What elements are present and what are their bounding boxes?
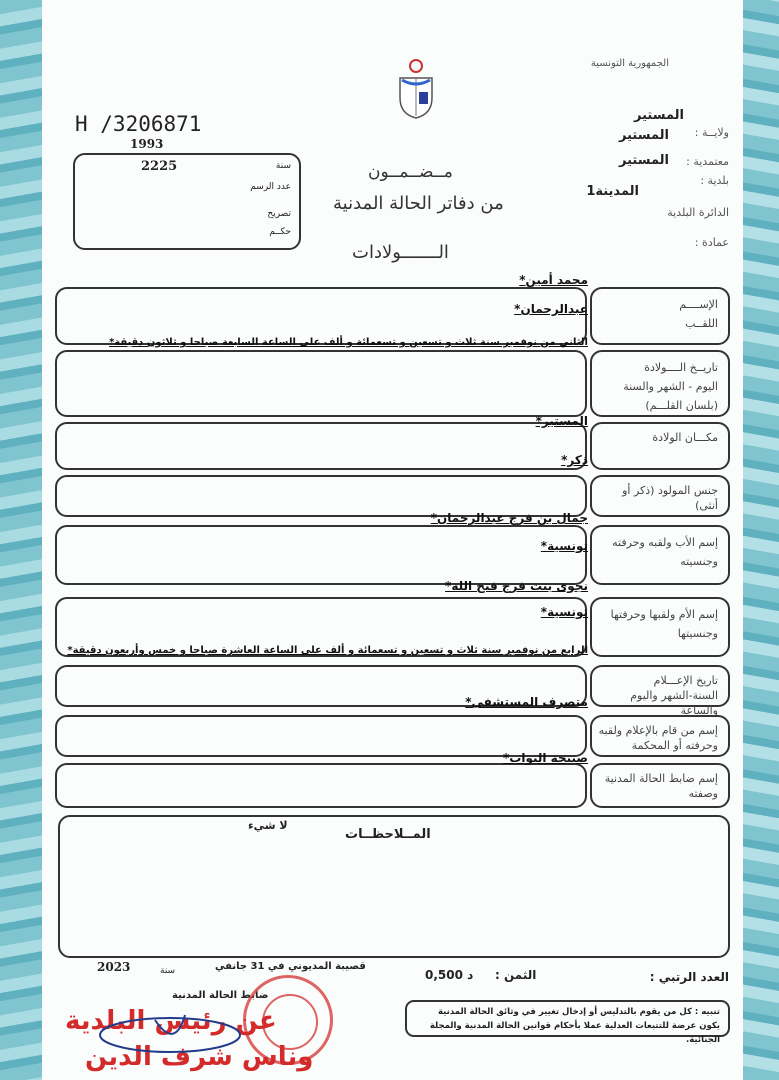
field-label-box (590, 422, 730, 470)
registry-title: من دفاتر الحالة المدنية (333, 193, 504, 214)
year-label: سنة (275, 161, 291, 171)
issue-place-date: قصيبة المديوني في 31 جانفي (215, 961, 366, 972)
signature-line-1: عن رئيس البلدية (65, 1006, 277, 1036)
field-label-box (590, 715, 730, 757)
remarks-label: المــلاحظــات (345, 827, 431, 842)
field-value-box (55, 350, 587, 417)
field-value: عبدالرحمان* (514, 302, 588, 316)
municipality-value: المستير (619, 153, 669, 168)
field-value: الثاني من نوفمبر سنة ثلاث و تسعين و تسعمائة و ألف على الساعة السابعة صباحا و ثلاثون دقيقة* (109, 337, 588, 348)
serial-number-label: العدد الرتبي : (649, 970, 729, 984)
field-label: تاريخ الإعـــلام السنة-الشهر واليوم والساعة (630, 674, 718, 717)
legal-notice: تنبيه : كل من يقوم بالتدليس أو إدخال تغيير في وثائق الحالة المدنية يكون عرضة للتتبعات العدلية عملا بأحكام قوانين الحالة المدنية والمجلة الجنائية. (405, 1000, 730, 1037)
record-year: 1993 (130, 137, 164, 151)
signature-line-2: وناس شرف الدين (85, 1042, 314, 1072)
municipal-district-label: الدائرة البلدية (667, 206, 729, 219)
delegation-value: المستير (619, 128, 669, 143)
field-value-box (55, 763, 587, 808)
delegation-label: معتمدية : (686, 155, 729, 168)
field-label: مكـــان الولادة (652, 431, 718, 444)
field-value: المستير* (535, 414, 588, 428)
field-value-box (55, 422, 587, 470)
coat-of-arms-emblem (396, 58, 436, 120)
field-label: تاريــخ الــــولادة اليوم - الشهر والسنة (بلسان القلـــم) (623, 361, 718, 412)
field-value-box (55, 525, 587, 585)
field-value: متصرف المستشفى* (465, 695, 588, 709)
remarks-value: لا شيء (248, 819, 288, 832)
record-box (73, 153, 301, 250)
field-value: تونسية* (540, 539, 588, 553)
municipality-label: بلدية : (700, 174, 729, 187)
extract-title: مــضــمــون (368, 162, 453, 182)
district-value: المدينة1 (586, 184, 639, 199)
decorative-border-right (743, 0, 779, 1080)
field-value: محمد أمين* (519, 273, 588, 287)
field-label: الإســــم اللقــب (679, 298, 718, 330)
judgment-label: حكــم (269, 227, 291, 237)
issue-year-label: سنة (160, 966, 176, 976)
field-label-box (590, 665, 730, 717)
field-value: صبيحة البواب* (503, 751, 588, 765)
field-label: إسم من قام بالإعلام ولقبه وحرفته أو المحكمة (598, 724, 718, 752)
officer-title: ضابط الحالة المدنية (172, 990, 269, 1001)
births-title: الـــــــولادات (352, 242, 449, 263)
handwritten-signature (95, 1010, 245, 1060)
field-value: ذكر* (561, 453, 588, 467)
decorative-border-left (0, 0, 42, 1080)
field-label: إسم الأم ولقبها وحرفتها وجنسيتها (610, 608, 718, 640)
field-label-box (590, 597, 730, 657)
field-label: جنس المولود (ذكر أو أنثى) (622, 484, 718, 512)
field-label-box (590, 763, 730, 808)
field-label-box (590, 350, 730, 417)
price-value: 0,500 د (425, 968, 474, 982)
field-label: إسم ضابط الحالة المدنية وصفته (604, 772, 718, 800)
reference-number: H /3206871 (75, 112, 202, 136)
republic-label: الجمهورية التونسية (590, 58, 669, 69)
field-label-box (590, 475, 730, 517)
field-label-box (590, 525, 730, 585)
issue-year: 2023 (97, 960, 131, 974)
sector-label: عمادة : (694, 236, 729, 249)
price-label: الثمن : (495, 968, 537, 982)
field-label: إسم الأب ولقبه وحرفته وجنسيته (612, 536, 718, 568)
governorate-value: المستير (634, 108, 684, 123)
field-value: نجوى بنت فرج فتح الله* (445, 579, 588, 593)
record-number: 2225 (141, 159, 178, 174)
field-value: الرابع من نوفمبر سنة ثلاث و تسعين و تسعمائة و ألف على الساعة العاشرة صباحا و خمس وأربعون دقيقة* (67, 645, 588, 656)
field-value: جمال بن فرج عبدالرحمان* (430, 511, 588, 525)
field-label-box (590, 287, 730, 345)
remarks-box (58, 815, 730, 958)
number-label: عدد الرسم (250, 182, 291, 192)
governorate-label: ولايــة : (694, 126, 729, 139)
declaration-label: تصريح (267, 209, 291, 219)
field-value: تونسية* (540, 605, 588, 619)
